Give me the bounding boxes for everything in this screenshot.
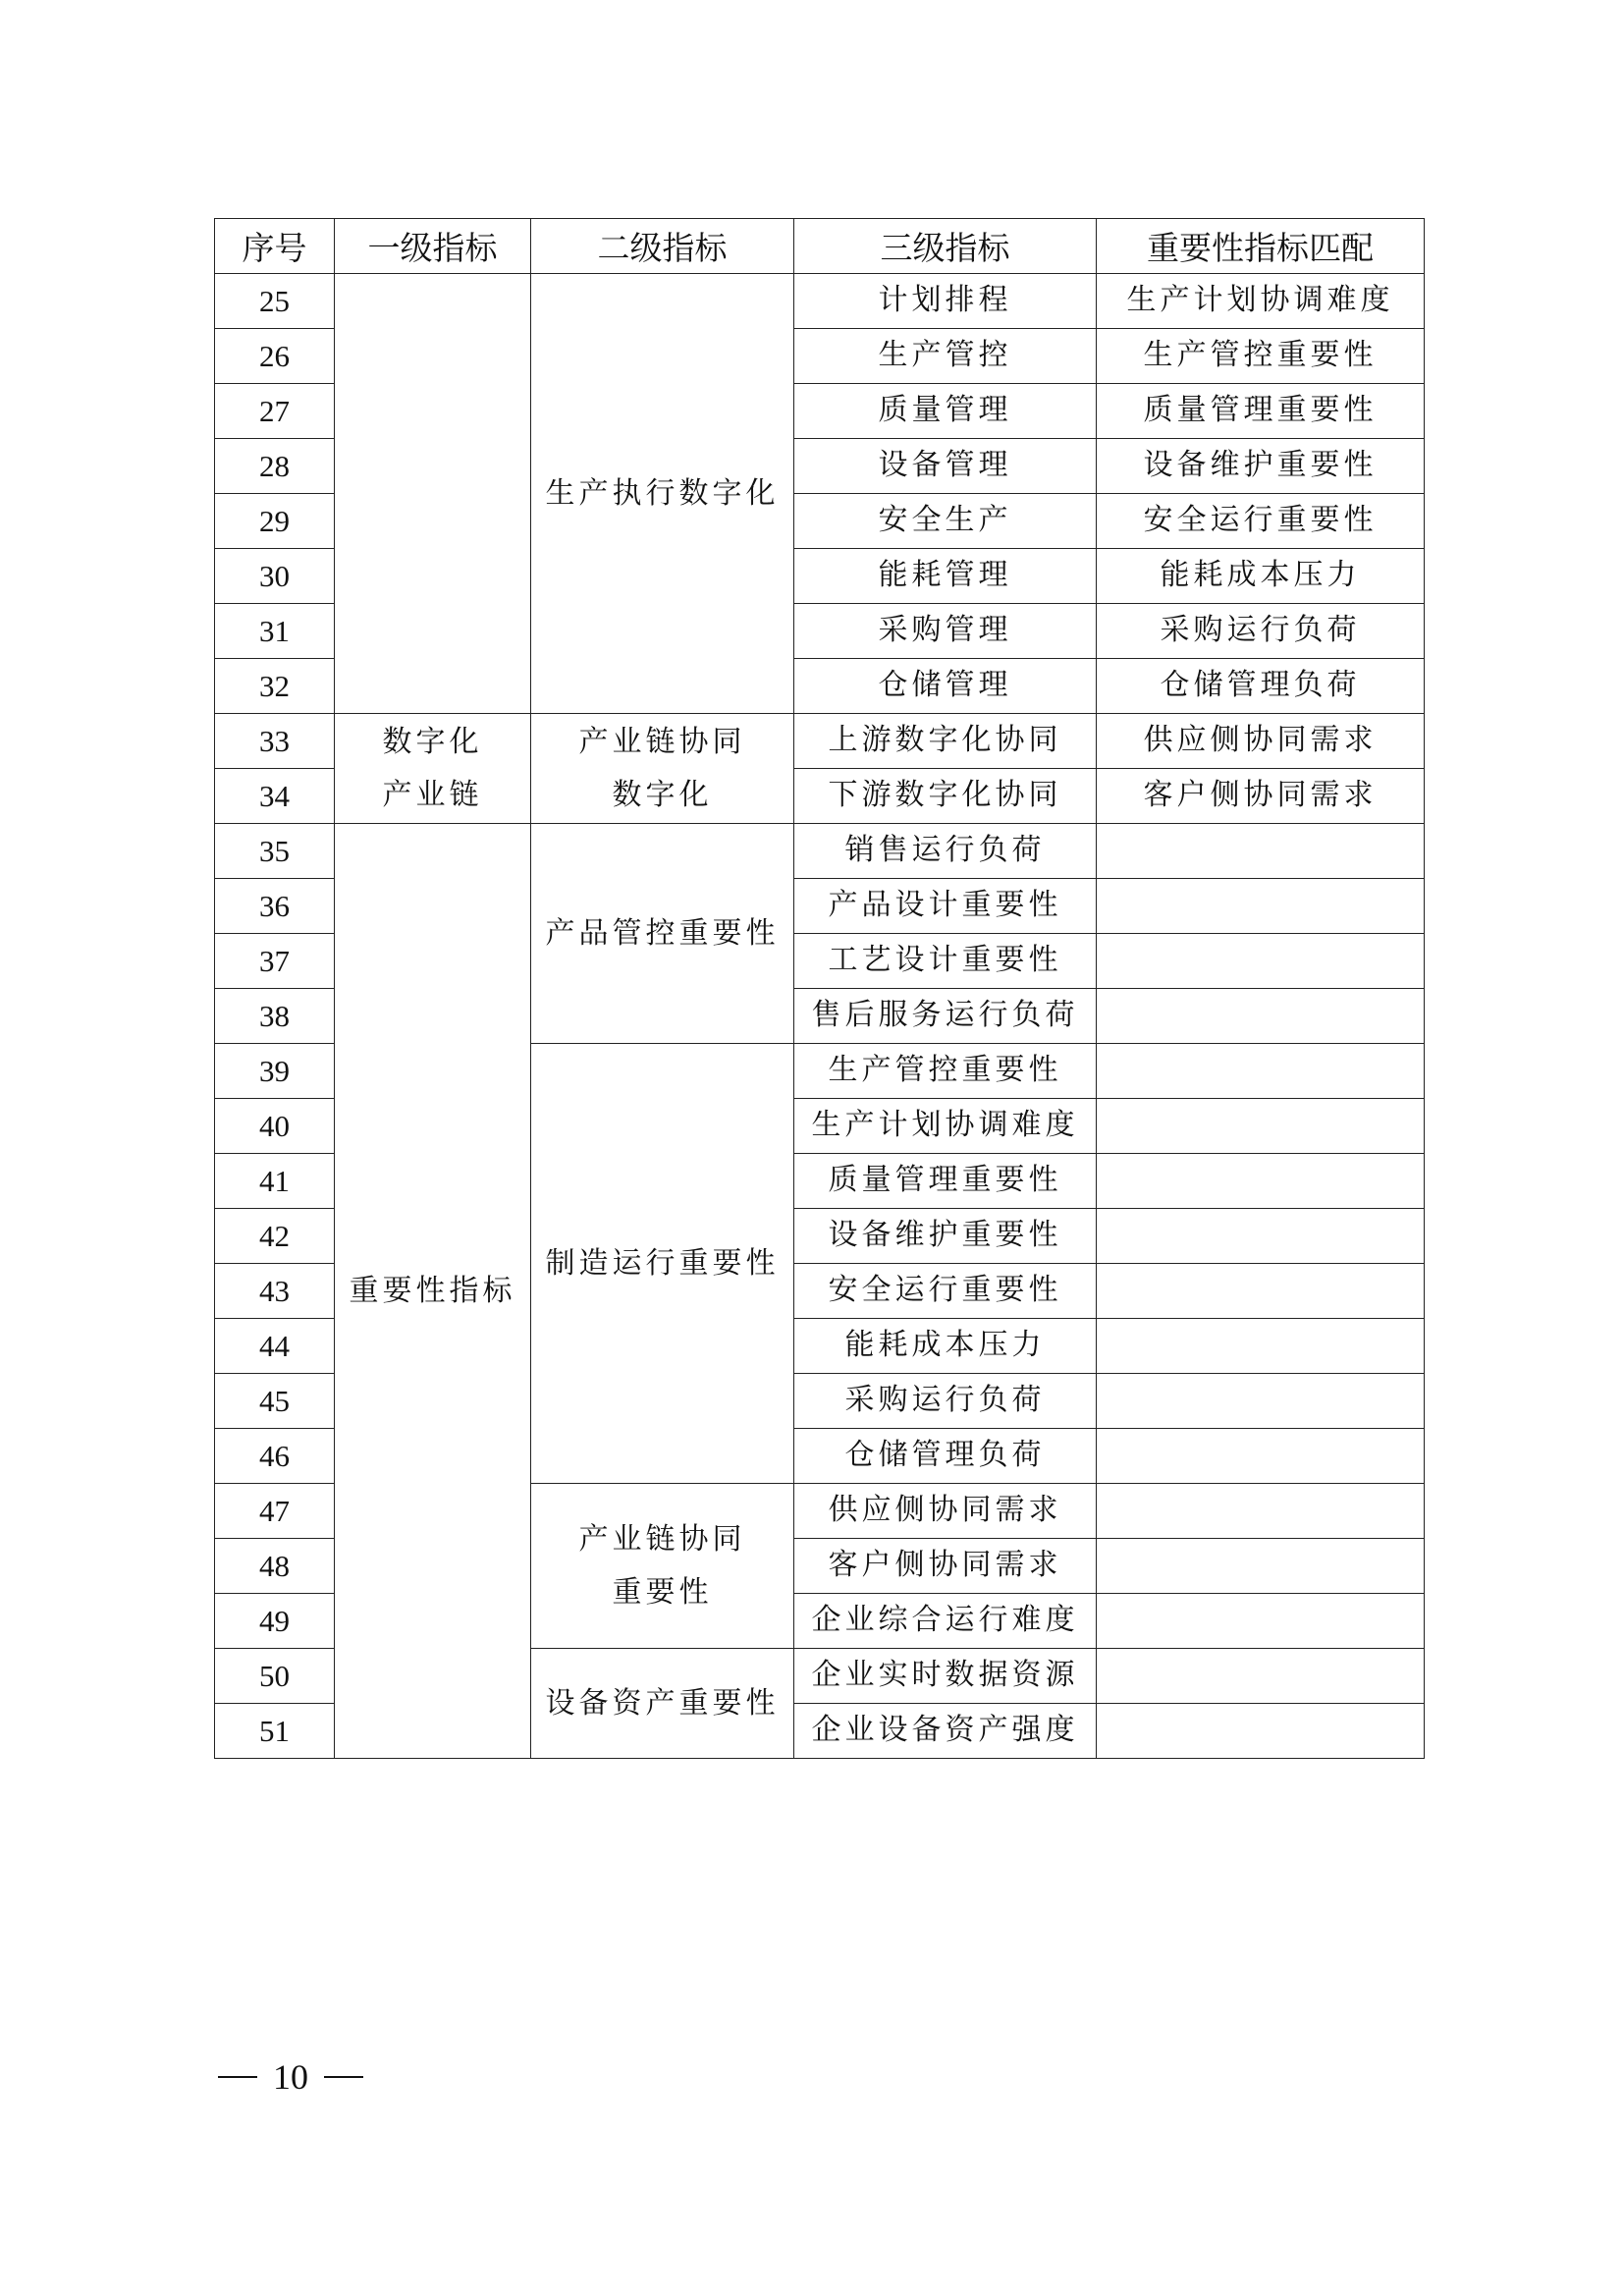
header-cell-level3: 三级指标 bbox=[794, 219, 1097, 274]
header-cell-level2: 二级指标 bbox=[531, 219, 794, 274]
table-body bbox=[215, 274, 1425, 1759]
level3-cell: 仓储管理负荷 bbox=[794, 1429, 1097, 1484]
row-number-cell: 34 bbox=[215, 769, 335, 824]
match-cell: 客户侧协同需求 bbox=[1097, 769, 1425, 824]
row-number-cell: 44 bbox=[215, 1319, 335, 1374]
row-number-cell: 49 bbox=[215, 1594, 335, 1649]
match-cell bbox=[1097, 1154, 1425, 1209]
row-number-cell: 31 bbox=[215, 604, 335, 659]
row-number-cell: 28 bbox=[215, 439, 335, 494]
match-cell bbox=[1097, 824, 1425, 879]
level3-cell: 生产管控 bbox=[794, 329, 1097, 384]
level3-cell: 设备维护重要性 bbox=[794, 1209, 1097, 1264]
header-cell-no: 序号 bbox=[215, 219, 335, 274]
level2-cell: 产品管控重要性 bbox=[531, 824, 794, 1044]
row-number-cell: 51 bbox=[215, 1704, 335, 1759]
match-cell bbox=[1097, 1264, 1425, 1319]
match-cell: 能耗成本压力 bbox=[1097, 549, 1425, 604]
page-footer bbox=[218, 2056, 363, 2098]
level3-cell: 安全运行重要性 bbox=[794, 1264, 1097, 1319]
match-cell bbox=[1097, 1594, 1425, 1649]
row-number-cell: 33 bbox=[215, 714, 335, 769]
level3-cell: 能耗成本压力 bbox=[794, 1319, 1097, 1374]
header-cell-match: 重要性指标匹配 bbox=[1097, 219, 1425, 274]
page-number: 10 bbox=[273, 2057, 308, 2097]
row-number-cell: 37 bbox=[215, 934, 335, 989]
level3-cell: 客户侧协同需求 bbox=[794, 1539, 1097, 1594]
row-number-cell: 42 bbox=[215, 1209, 335, 1264]
row-number-cell: 45 bbox=[215, 1374, 335, 1429]
row-number-cell: 48 bbox=[215, 1539, 335, 1594]
row-number-cell: 25 bbox=[215, 274, 335, 329]
match-cell: 供应侧协同需求 bbox=[1097, 714, 1425, 769]
match-cell: 设备维护重要性 bbox=[1097, 439, 1425, 494]
level3-cell: 质量管理重要性 bbox=[794, 1154, 1097, 1209]
level3-cell: 质量管理 bbox=[794, 384, 1097, 439]
header-cell-level1: 一级指标 bbox=[335, 219, 531, 274]
match-cell bbox=[1097, 1319, 1425, 1374]
level3-cell: 供应侧协同需求 bbox=[794, 1484, 1097, 1539]
level3-cell: 产品设计重要性 bbox=[794, 879, 1097, 934]
level3-cell: 计划排程 bbox=[794, 274, 1097, 329]
match-cell bbox=[1097, 1374, 1425, 1429]
level3-cell: 采购运行负荷 bbox=[794, 1374, 1097, 1429]
match-cell: 生产管控重要性 bbox=[1097, 329, 1425, 384]
footer-dash-right bbox=[324, 2076, 363, 2078]
row-number-cell: 32 bbox=[215, 659, 335, 714]
match-cell: 安全运行重要性 bbox=[1097, 494, 1425, 549]
match-cell: 生产计划协调难度 bbox=[1097, 274, 1425, 329]
level3-cell: 售后服务运行负荷 bbox=[794, 989, 1097, 1044]
level3-cell: 销售运行负荷 bbox=[794, 824, 1097, 879]
match-cell bbox=[1097, 989, 1425, 1044]
match-cell bbox=[1097, 1209, 1425, 1264]
level3-cell: 企业设备资产强度 bbox=[794, 1704, 1097, 1759]
match-cell bbox=[1097, 879, 1425, 934]
level3-cell: 上游数字化协同 bbox=[794, 714, 1097, 769]
indicator-table bbox=[214, 218, 1425, 1759]
match-cell: 采购运行负荷 bbox=[1097, 604, 1425, 659]
match-cell bbox=[1097, 1044, 1425, 1099]
match-cell: 质量管理重要性 bbox=[1097, 384, 1425, 439]
level3-cell: 企业综合运行难度 bbox=[794, 1594, 1097, 1649]
footer-dash-left bbox=[218, 2076, 257, 2078]
row-number-cell: 47 bbox=[215, 1484, 335, 1539]
match-cell bbox=[1097, 1539, 1425, 1594]
level3-cell: 设备管理 bbox=[794, 439, 1097, 494]
level1-cell: 重要性指标 bbox=[335, 824, 531, 1759]
table-row bbox=[215, 714, 1425, 769]
level3-cell: 安全生产 bbox=[794, 494, 1097, 549]
table-row bbox=[215, 824, 1425, 879]
level3-cell: 工艺设计重要性 bbox=[794, 934, 1097, 989]
row-number-cell: 30 bbox=[215, 549, 335, 604]
level2-cell: 产业链协同 重要性 bbox=[531, 1484, 794, 1649]
row-number-cell: 43 bbox=[215, 1264, 335, 1319]
level2-cell: 产业链协同 数字化 bbox=[531, 714, 794, 824]
match-cell bbox=[1097, 1704, 1425, 1759]
level3-cell: 企业实时数据资源 bbox=[794, 1649, 1097, 1704]
level3-cell: 下游数字化协同 bbox=[794, 769, 1097, 824]
level3-cell: 仓储管理 bbox=[794, 659, 1097, 714]
level3-cell: 生产计划协调难度 bbox=[794, 1099, 1097, 1154]
row-number-cell: 50 bbox=[215, 1649, 335, 1704]
level2-cell: 制造运行重要性 bbox=[531, 1044, 794, 1484]
row-number-cell: 38 bbox=[215, 989, 335, 1044]
match-cell bbox=[1097, 1649, 1425, 1704]
row-number-cell: 46 bbox=[215, 1429, 335, 1484]
match-cell: 仓储管理负荷 bbox=[1097, 659, 1425, 714]
table-header bbox=[215, 219, 1425, 274]
header-row bbox=[215, 219, 1425, 274]
row-number-cell: 35 bbox=[215, 824, 335, 879]
row-number-cell: 26 bbox=[215, 329, 335, 384]
level3-cell: 采购管理 bbox=[794, 604, 1097, 659]
match-cell bbox=[1097, 1429, 1425, 1484]
match-cell bbox=[1097, 934, 1425, 989]
row-number-cell: 41 bbox=[215, 1154, 335, 1209]
match-cell bbox=[1097, 1484, 1425, 1539]
row-number-cell: 36 bbox=[215, 879, 335, 934]
table-row bbox=[215, 274, 1425, 329]
level3-cell: 生产管控重要性 bbox=[794, 1044, 1097, 1099]
row-number-cell: 39 bbox=[215, 1044, 335, 1099]
row-number-cell: 40 bbox=[215, 1099, 335, 1154]
level2-cell: 生产执行数字化 bbox=[531, 274, 794, 714]
row-number-cell: 29 bbox=[215, 494, 335, 549]
match-cell bbox=[1097, 1099, 1425, 1154]
level1-cell: 数字化 产业链 bbox=[335, 714, 531, 824]
level1-cell bbox=[335, 274, 531, 714]
level3-cell: 能耗管理 bbox=[794, 549, 1097, 604]
level2-cell: 设备资产重要性 bbox=[531, 1649, 794, 1759]
row-number-cell: 27 bbox=[215, 384, 335, 439]
